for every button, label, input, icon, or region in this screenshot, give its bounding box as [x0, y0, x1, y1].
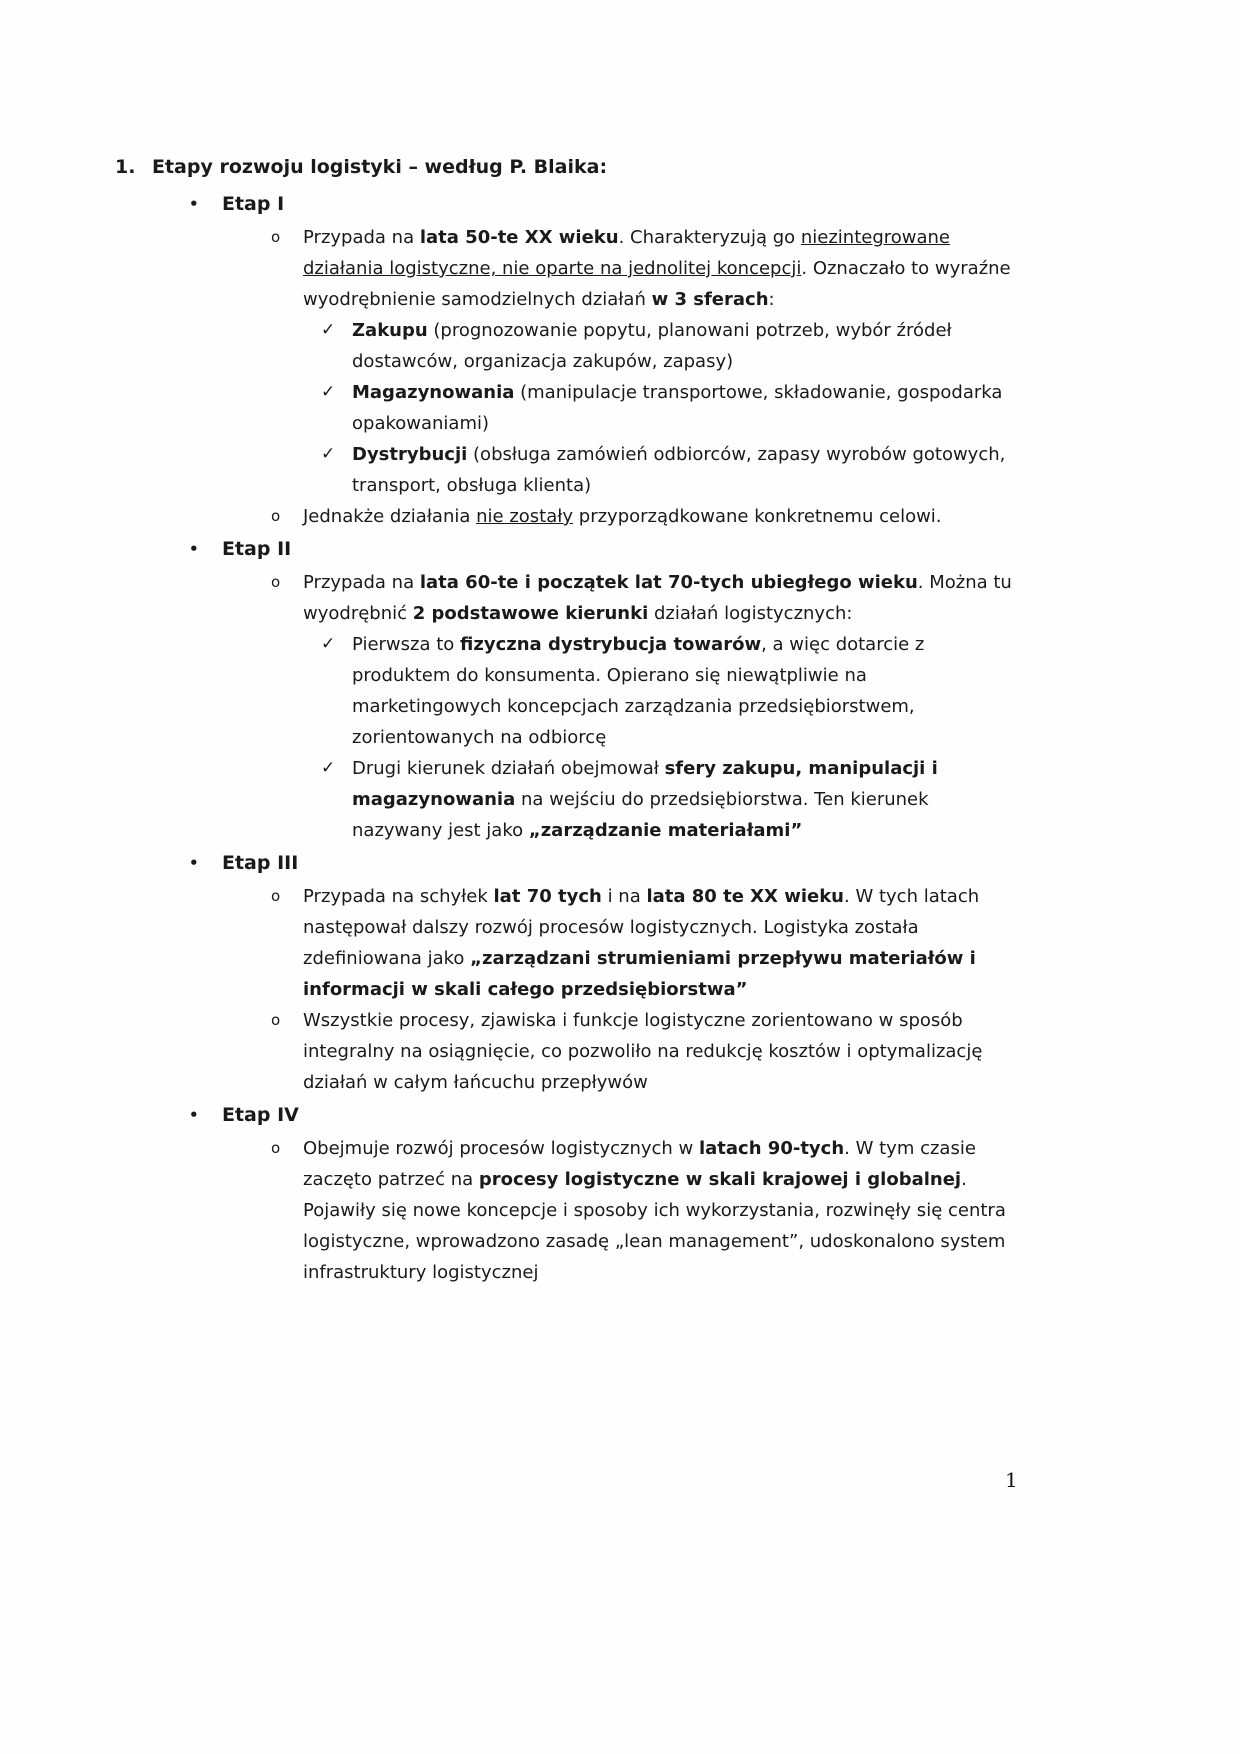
etap-3-para-1 — [115, 881, 1020, 1005]
checkmark-icon: ✓ — [321, 382, 336, 402]
etap-1-check-zakupu — [115, 315, 1020, 377]
etap-1-heading — [115, 189, 1020, 220]
document-body — [115, 152, 1020, 1288]
paragraph-text: Przypada na lata 60-te i początek lat 70-tych ubiegłego wieku. Można tu wyodrębnić 2 podstawowe kierunki działań logistycznych: — [303, 572, 1012, 624]
check-item-text: Dystrybucji (obsługa zamówień odbiorców, zapasy wyrobów gotowych, transport, obsługa klienta) — [352, 444, 1006, 496]
paragraph-text: Jednakże działania nie zostały przyporządkowane konkretnemu celowi. — [303, 506, 942, 527]
etap-3-heading — [115, 848, 1020, 879]
circle-bullet-icon: o — [271, 1139, 281, 1157]
circle-bullet-icon: o — [271, 228, 281, 246]
etap-2-check-pierwsza — [115, 629, 1020, 753]
etap-1-para-1 — [115, 222, 1020, 315]
check-item-text: Drugi kierunek działań obejmował sfery zakupu, manipulacji i magazynowania na wejściu do przedsiębiorstwa. Ten kierunek nazywany jest jako „zarządzanie materiałami” — [352, 758, 938, 841]
paragraph-text: Obejmuje rozwój procesów logistycznych w latach 90-tych. W tym czasie zaczęto patrzeć na procesy logistyczne w skali krajowej i globalnej. Pojawiły się nowe koncepcje i sposoby ich wykorzystania, rozwinęły się centra logistyczne, wprowadzono zasadę „lean management”, udoskonalono system infrastruktury logistycznej — [303, 1138, 1006, 1283]
check-item-text: Pierwsza to fizyczna dystrybucja towarów, a więc dotarcie z produktem do konsumenta. Opierano się niewątpliwie na marketingowych koncepcjach zarządzania przedsiębiorstwem, zorientowanych na odbiorcę — [352, 634, 925, 748]
etap-4-heading — [115, 1100, 1020, 1131]
etap-2-check-drugi — [115, 753, 1020, 846]
bullet-dot-icon: • — [189, 195, 199, 213]
checkmark-icon: ✓ — [321, 444, 336, 464]
etap-1-check-dystrybucji — [115, 439, 1020, 501]
bullet-dot-icon: • — [189, 540, 199, 558]
checkmark-icon: ✓ — [321, 320, 336, 340]
list-number: 1. — [115, 156, 136, 178]
paragraph-text: Przypada na lata 50-te XX wieku. Charakteryzują go niezintegrowane działania logistyczne, nie oparte na jednolitej koncepcji. Oznaczało to wyraźne wyodrębnienie samodzielnych działań w 3 sferach: — [303, 227, 1011, 310]
etap-2-label: Etap II — [222, 538, 292, 560]
page-title — [115, 152, 1020, 183]
etap-4-para-1 — [115, 1133, 1020, 1288]
page-number: 1 — [1005, 1468, 1018, 1492]
circle-bullet-icon: o — [271, 887, 281, 905]
checkmark-icon: ✓ — [321, 758, 336, 778]
etap-3-para-2 — [115, 1005, 1020, 1098]
bullet-dot-icon: • — [189, 854, 199, 872]
bullet-dot-icon: • — [189, 1106, 199, 1124]
circle-bullet-icon: o — [271, 507, 281, 525]
etap-2-heading — [115, 534, 1020, 565]
circle-bullet-icon: o — [271, 573, 281, 591]
etap-4-label: Etap IV — [222, 1104, 299, 1126]
checkmark-icon: ✓ — [321, 634, 336, 654]
etap-1-check-magazynowania — [115, 377, 1020, 439]
etap-1-label: Etap I — [222, 193, 285, 215]
paragraph-text: Przypada na schyłek lat 70 tych i na lata 80 te XX wieku. W tych latach następował dalszy rozwój procesów logistycznych. Logistyka została zdefiniowana jako „zarządzani strumieniami przepływu materiałów i informacji w skali całego przedsiębiorstwa” — [303, 886, 980, 1000]
circle-bullet-icon: o — [271, 1011, 281, 1029]
etap-2-para-1 — [115, 567, 1020, 629]
etap-3-label: Etap III — [222, 852, 299, 874]
etap-1-para-2 — [115, 501, 1020, 532]
check-item-text: Magazynowania (manipulacje transportowe, składowanie, gospodarka opakowaniami) — [352, 382, 1003, 434]
page-title-text: Etapy rozwoju logistyki – według P. Blaika: — [152, 156, 608, 178]
check-item-text: Zakupu (prognozowanie popytu, planowani potrzeb, wybór źródeł dostawców, organizacja zakupów, zapasy) — [352, 320, 952, 372]
paragraph-text: Wszystkie procesy, zjawiska i funkcje logistyczne zorientowano w sposób integralny na osiągnięcie, co pozwoliło na redukcję kosztów i optymalizację działań w całym łańcuchu przepływów — [303, 1010, 983, 1093]
